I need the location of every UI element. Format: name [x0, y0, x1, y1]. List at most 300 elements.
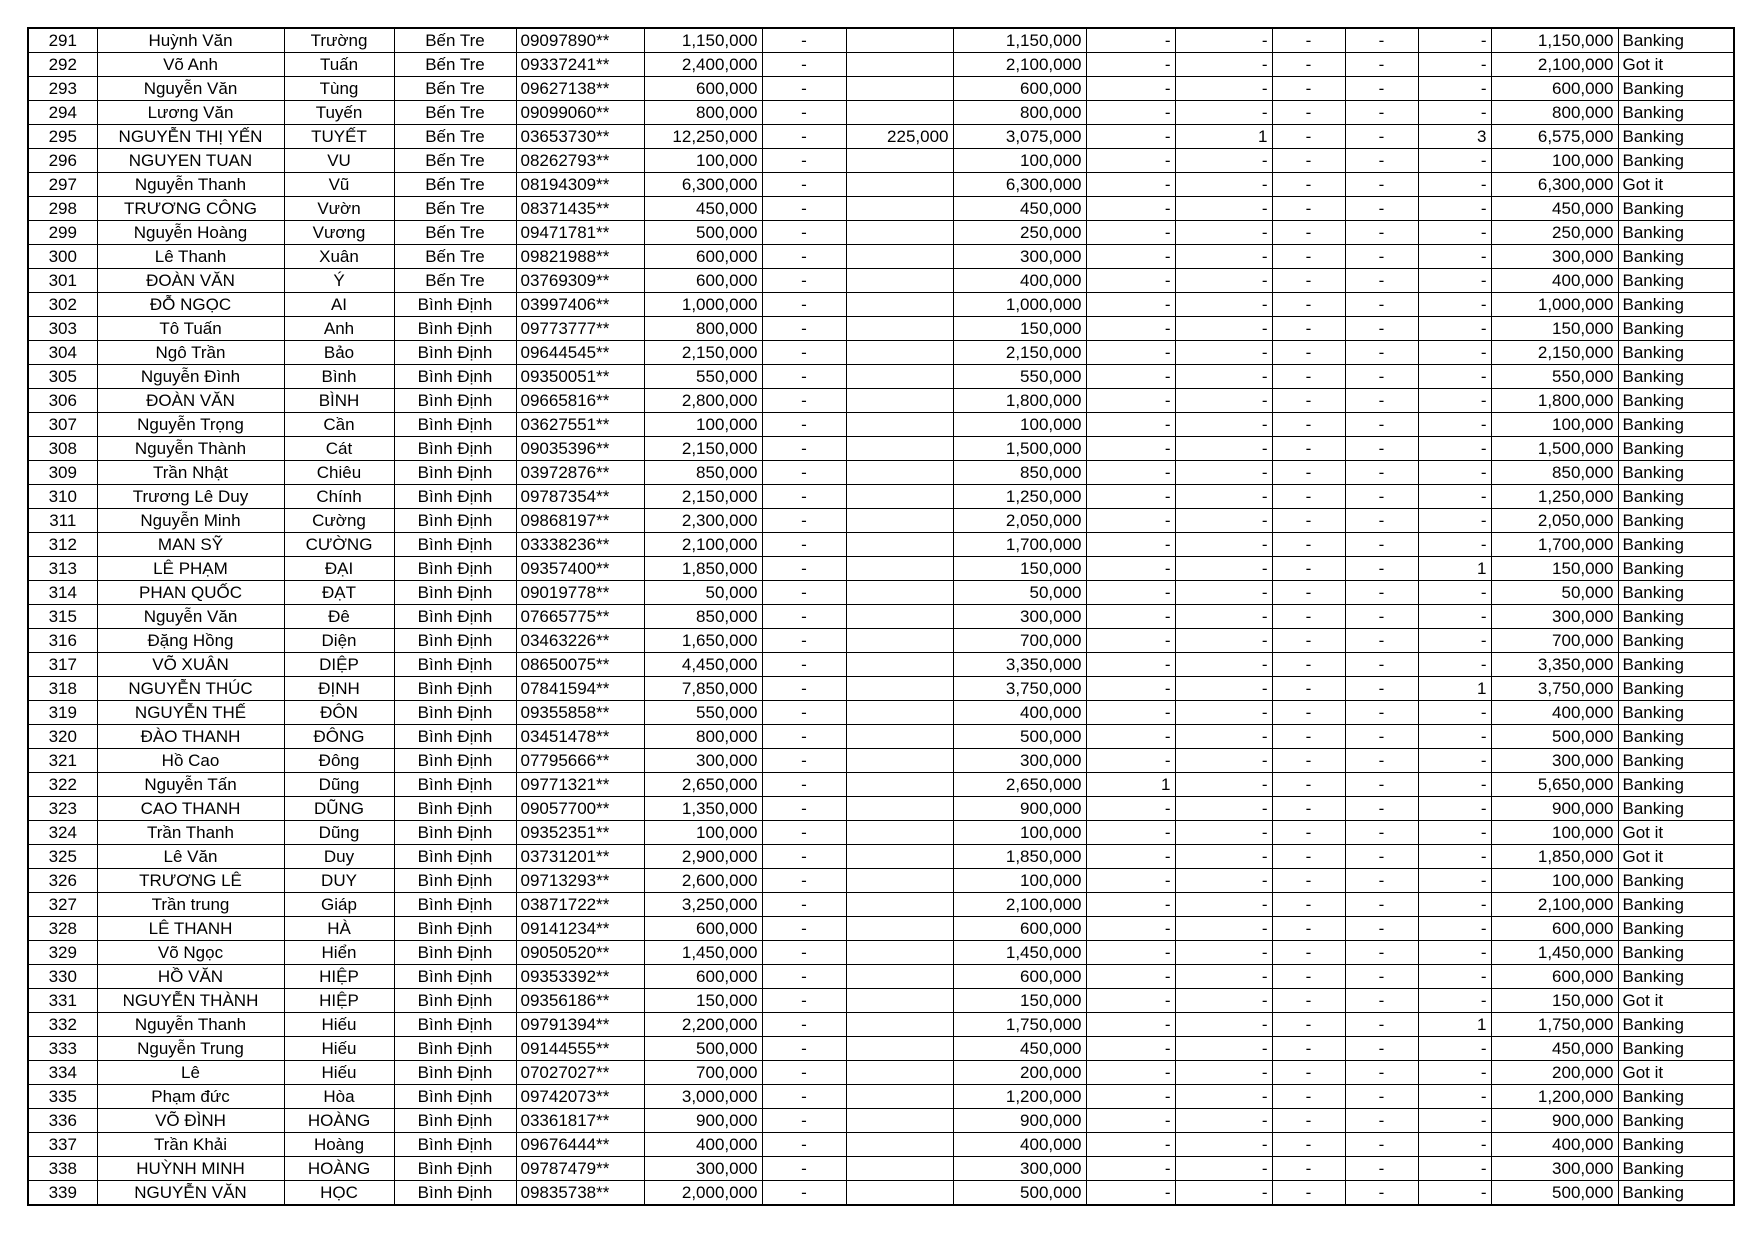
- cell-phone-number: 09144555**: [516, 1037, 644, 1061]
- cell-col-g: -: [762, 1157, 846, 1181]
- cell-family-name: NGUYỄN THÀNH: [97, 989, 284, 1013]
- table-row: [28, 581, 1734, 605]
- cell-count-j: -: [1086, 893, 1175, 917]
- cell-count-k: -: [1175, 389, 1272, 413]
- cell-given-name: HIỆP: [284, 965, 394, 989]
- cell-payment-method: Banking: [1618, 557, 1734, 581]
- cell-col-g: -: [762, 653, 846, 677]
- cell-count-j: -: [1086, 917, 1175, 941]
- cell-count-m: -: [1345, 149, 1418, 173]
- cell-payment-method: Banking: [1618, 149, 1734, 173]
- cell-amount-i: 1,850,000: [953, 845, 1086, 869]
- cell-count-l: -: [1272, 1181, 1345, 1206]
- cell-province: Bến Tre: [394, 173, 516, 197]
- cell-count-l: -: [1272, 629, 1345, 653]
- records-table-body: [28, 28, 1734, 1205]
- cell-payment-method: Banking: [1618, 893, 1734, 917]
- cell-amount-i: 900,000: [953, 1109, 1086, 1133]
- cell-count-j: 1: [1086, 773, 1175, 797]
- cell-col-g: -: [762, 845, 846, 869]
- cell-count-j: -: [1086, 197, 1175, 221]
- cell-count-j: -: [1086, 365, 1175, 389]
- cell-amount-h: [846, 989, 953, 1013]
- cell-count-l: -: [1272, 413, 1345, 437]
- cell-count-m: -: [1345, 77, 1418, 101]
- cell-col-g: -: [762, 1109, 846, 1133]
- cell-phone-number: 09019778**: [516, 581, 644, 605]
- cell-count-m: -: [1345, 28, 1418, 53]
- cell-phone-number: 09868197**: [516, 509, 644, 533]
- cell-payment-method: Banking: [1618, 941, 1734, 965]
- cell-count-k: -: [1175, 1085, 1272, 1109]
- cell-amount-i: 1,750,000: [953, 1013, 1086, 1037]
- cell-given-name: Tuấn: [284, 53, 394, 77]
- cell-given-name: Tùng: [284, 77, 394, 101]
- cell-amount-a: 2,650,000: [644, 773, 762, 797]
- cell-amount-h: [846, 677, 953, 701]
- cell-col-g: -: [762, 965, 846, 989]
- cell-amount-i: 100,000: [953, 149, 1086, 173]
- cell-row-number: 311: [28, 509, 97, 533]
- cell-row-number: 293: [28, 77, 97, 101]
- table-row: [28, 77, 1734, 101]
- cell-col-g: -: [762, 221, 846, 245]
- cell-amount-a: 2,150,000: [644, 341, 762, 365]
- cell-count-l: -: [1272, 821, 1345, 845]
- cell-count-j: -: [1086, 629, 1175, 653]
- cell-count-k: -: [1175, 869, 1272, 893]
- cell-count-m: -: [1345, 1061, 1418, 1085]
- cell-count-k: -: [1175, 989, 1272, 1013]
- cell-phone-number: 07841594**: [516, 677, 644, 701]
- cell-col-g: -: [762, 869, 846, 893]
- cell-amount-h: [846, 1037, 953, 1061]
- cell-payment-method: Banking: [1618, 269, 1734, 293]
- cell-payment-method: Banking: [1618, 293, 1734, 317]
- cell-amount-h: [846, 461, 953, 485]
- cell-row-number: 327: [28, 893, 97, 917]
- cell-phone-number: 03871722**: [516, 893, 644, 917]
- cell-given-name: DIỆP: [284, 653, 394, 677]
- cell-count-k: -: [1175, 28, 1272, 53]
- cell-count-j: -: [1086, 1157, 1175, 1181]
- cell-phone-number: 09821988**: [516, 245, 644, 269]
- cell-amount-i: 200,000: [953, 1061, 1086, 1085]
- table-row: [28, 893, 1734, 917]
- cell-province: Bình Định: [394, 293, 516, 317]
- cell-col-g: -: [762, 437, 846, 461]
- cell-col-g: -: [762, 749, 846, 773]
- cell-row-number: 307: [28, 413, 97, 437]
- cell-amount-a: 3,250,000: [644, 893, 762, 917]
- cell-count-k: -: [1175, 341, 1272, 365]
- cell-row-number: 292: [28, 53, 97, 77]
- cell-amount-h: [846, 293, 953, 317]
- cell-count-k: -: [1175, 773, 1272, 797]
- cell-payment-method: Got it: [1618, 53, 1734, 77]
- cell-count-j: -: [1086, 821, 1175, 845]
- cell-amount-h: [846, 28, 953, 53]
- cell-given-name: Xuân: [284, 245, 394, 269]
- table-row: [28, 605, 1734, 629]
- cell-count-n: -: [1418, 389, 1491, 413]
- cell-amount-h: [846, 77, 953, 101]
- cell-count-l: -: [1272, 653, 1345, 677]
- cell-col-g: -: [762, 245, 846, 269]
- cell-family-name: HUỲNH MINH: [97, 1157, 284, 1181]
- cell-amount-h: [846, 893, 953, 917]
- cell-phone-number: 03769309**: [516, 269, 644, 293]
- cell-amount-h: [846, 437, 953, 461]
- records-table: [27, 27, 1735, 1206]
- cell-count-n: -: [1418, 245, 1491, 269]
- cell-amount-a: 500,000: [644, 221, 762, 245]
- cell-given-name: Đê: [284, 605, 394, 629]
- table-row: [28, 557, 1734, 581]
- cell-given-name: HOÀNG: [284, 1109, 394, 1133]
- cell-count-l: -: [1272, 341, 1345, 365]
- cell-family-name: MAN SỸ: [97, 533, 284, 557]
- cell-province: Bình Định: [394, 773, 516, 797]
- cell-count-j: -: [1086, 413, 1175, 437]
- cell-amount-i: 500,000: [953, 725, 1086, 749]
- cell-province: Bình Định: [394, 461, 516, 485]
- cell-count-m: -: [1345, 1037, 1418, 1061]
- cell-amount-i: 450,000: [953, 197, 1086, 221]
- cell-count-j: -: [1086, 701, 1175, 725]
- cell-amount-h: [846, 557, 953, 581]
- cell-row-number: 331: [28, 989, 97, 1013]
- cell-amount-i: 300,000: [953, 749, 1086, 773]
- cell-row-number: 339: [28, 1181, 97, 1206]
- cell-payment-method: Banking: [1618, 28, 1734, 53]
- table-row: [28, 749, 1734, 773]
- cell-payment-method: Banking: [1618, 797, 1734, 821]
- cell-family-name: Trần Khải: [97, 1133, 284, 1157]
- cell-phone-number: 08262793**: [516, 149, 644, 173]
- cell-amount-i: 3,075,000: [953, 125, 1086, 149]
- cell-count-n: -: [1418, 917, 1491, 941]
- cell-phone-number: 09742073**: [516, 1085, 644, 1109]
- cell-family-name: Trần Nhật: [97, 461, 284, 485]
- cell-count-m: -: [1345, 509, 1418, 533]
- cell-count-m: -: [1345, 677, 1418, 701]
- cell-count-k: -: [1175, 1157, 1272, 1181]
- cell-total-amount: 2,150,000: [1491, 341, 1618, 365]
- cell-payment-method: Banking: [1618, 437, 1734, 461]
- cell-count-j: -: [1086, 221, 1175, 245]
- cell-province: Bình Định: [394, 821, 516, 845]
- cell-payment-method: Banking: [1618, 245, 1734, 269]
- cell-total-amount: 150,000: [1491, 989, 1618, 1013]
- cell-total-amount: 100,000: [1491, 869, 1618, 893]
- cell-count-l: -: [1272, 437, 1345, 461]
- cell-count-k: 1: [1175, 125, 1272, 149]
- cell-col-g: -: [762, 1085, 846, 1109]
- table-row: [28, 101, 1734, 125]
- cell-row-number: 319: [28, 701, 97, 725]
- cell-total-amount: 3,350,000: [1491, 653, 1618, 677]
- cell-count-k: -: [1175, 629, 1272, 653]
- cell-total-amount: 450,000: [1491, 197, 1618, 221]
- cell-count-m: -: [1345, 557, 1418, 581]
- cell-payment-method: Banking: [1618, 749, 1734, 773]
- cell-payment-method: Banking: [1618, 197, 1734, 221]
- cell-row-number: 320: [28, 725, 97, 749]
- cell-family-name: Nguyễn Minh: [97, 509, 284, 533]
- cell-total-amount: 6,300,000: [1491, 173, 1618, 197]
- cell-family-name: Nguyễn Văn: [97, 605, 284, 629]
- cell-family-name: Võ Ngọc: [97, 941, 284, 965]
- cell-phone-number: 09835738**: [516, 1181, 644, 1206]
- cell-payment-method: Banking: [1618, 653, 1734, 677]
- table-row: [28, 773, 1734, 797]
- cell-total-amount: 5,650,000: [1491, 773, 1618, 797]
- cell-row-number: 325: [28, 845, 97, 869]
- cell-total-amount: 800,000: [1491, 101, 1618, 125]
- cell-count-n: -: [1418, 869, 1491, 893]
- cell-payment-method: Banking: [1618, 365, 1734, 389]
- cell-phone-number: 03361817**: [516, 1109, 644, 1133]
- cell-count-n: -: [1418, 509, 1491, 533]
- cell-total-amount: 500,000: [1491, 1181, 1618, 1206]
- cell-count-m: -: [1345, 941, 1418, 965]
- cell-total-amount: 1,500,000: [1491, 437, 1618, 461]
- cell-amount-h: [846, 101, 953, 125]
- cell-count-j: -: [1086, 125, 1175, 149]
- cell-given-name: TUYẾT: [284, 125, 394, 149]
- cell-family-name: CAO THANH: [97, 797, 284, 821]
- cell-amount-a: 100,000: [644, 413, 762, 437]
- cell-payment-method: Banking: [1618, 965, 1734, 989]
- cell-count-j: -: [1086, 1037, 1175, 1061]
- cell-province: Bến Tre: [394, 245, 516, 269]
- cell-count-j: -: [1086, 149, 1175, 173]
- cell-col-g: -: [762, 677, 846, 701]
- cell-payment-method: Got it: [1618, 821, 1734, 845]
- cell-amount-i: 1,700,000: [953, 533, 1086, 557]
- cell-row-number: 308: [28, 437, 97, 461]
- cell-family-name: LÊ THANH: [97, 917, 284, 941]
- cell-province: Bình Định: [394, 341, 516, 365]
- cell-amount-i: 300,000: [953, 605, 1086, 629]
- cell-count-l: -: [1272, 125, 1345, 149]
- cell-province: Bình Định: [394, 509, 516, 533]
- cell-amount-h: [846, 821, 953, 845]
- cell-amount-a: 550,000: [644, 365, 762, 389]
- cell-count-n: -: [1418, 605, 1491, 629]
- cell-province: Bình Định: [394, 941, 516, 965]
- cell-given-name: Ý: [284, 269, 394, 293]
- cell-count-n: -: [1418, 581, 1491, 605]
- cell-col-g: -: [762, 1181, 846, 1206]
- cell-given-name: HÀ: [284, 917, 394, 941]
- cell-province: Bình Định: [394, 701, 516, 725]
- cell-count-m: -: [1345, 221, 1418, 245]
- cell-count-k: -: [1175, 605, 1272, 629]
- cell-amount-h: [846, 1061, 953, 1085]
- cell-family-name: Nguyễn Thành: [97, 437, 284, 461]
- cell-amount-i: 900,000: [953, 797, 1086, 821]
- cell-count-j: -: [1086, 317, 1175, 341]
- cell-amount-i: 600,000: [953, 965, 1086, 989]
- cell-count-k: -: [1175, 293, 1272, 317]
- cell-amount-i: 3,750,000: [953, 677, 1086, 701]
- cell-count-m: -: [1345, 317, 1418, 341]
- cell-col-g: -: [762, 509, 846, 533]
- cell-total-amount: 1,150,000: [1491, 28, 1618, 53]
- cell-count-n: -: [1418, 797, 1491, 821]
- cell-count-l: -: [1272, 293, 1345, 317]
- cell-count-m: -: [1345, 701, 1418, 725]
- cell-count-n: 1: [1418, 1013, 1491, 1037]
- cell-count-n: -: [1418, 749, 1491, 773]
- cell-row-number: 291: [28, 28, 97, 53]
- cell-amount-a: 900,000: [644, 1109, 762, 1133]
- cell-amount-i: 250,000: [953, 221, 1086, 245]
- cell-family-name: Nguyễn Thanh: [97, 173, 284, 197]
- cell-count-l: -: [1272, 269, 1345, 293]
- cell-count-j: -: [1086, 1061, 1175, 1085]
- cell-amount-h: [846, 749, 953, 773]
- cell-amount-a: 1,850,000: [644, 557, 762, 581]
- cell-amount-h: [846, 1085, 953, 1109]
- cell-given-name: Dũng: [284, 821, 394, 845]
- cell-phone-number: 09353392**: [516, 965, 644, 989]
- cell-count-k: -: [1175, 893, 1272, 917]
- cell-count-m: -: [1345, 173, 1418, 197]
- cell-row-number: 294: [28, 101, 97, 125]
- cell-count-n: 3: [1418, 125, 1491, 149]
- cell-total-amount: 1,850,000: [1491, 845, 1618, 869]
- cell-amount-h: [846, 341, 953, 365]
- cell-count-n: -: [1418, 1133, 1491, 1157]
- cell-amount-h: [846, 173, 953, 197]
- cell-province: Bến Tre: [394, 53, 516, 77]
- cell-count-l: -: [1272, 773, 1345, 797]
- cell-count-n: -: [1418, 365, 1491, 389]
- cell-amount-h: 225,000: [846, 125, 953, 149]
- cell-family-name: TRƯƠNG CÔNG: [97, 197, 284, 221]
- cell-amount-h: [846, 1181, 953, 1206]
- cell-family-name: Trương Lê Duy: [97, 485, 284, 509]
- cell-given-name: Chiêu: [284, 461, 394, 485]
- cell-province: Bình Định: [394, 1085, 516, 1109]
- cell-count-j: -: [1086, 1109, 1175, 1133]
- cell-amount-a: 800,000: [644, 317, 762, 341]
- table-row: [28, 341, 1734, 365]
- cell-amount-a: 550,000: [644, 701, 762, 725]
- cell-row-number: 296: [28, 149, 97, 173]
- cell-count-k: -: [1175, 557, 1272, 581]
- cell-count-n: -: [1418, 533, 1491, 557]
- cell-total-amount: 400,000: [1491, 1133, 1618, 1157]
- table-row: [28, 941, 1734, 965]
- cell-count-m: -: [1345, 965, 1418, 989]
- cell-total-amount: 600,000: [1491, 917, 1618, 941]
- cell-amount-h: [846, 773, 953, 797]
- cell-payment-method: Banking: [1618, 1037, 1734, 1061]
- cell-given-name: Tuyến: [284, 101, 394, 125]
- cell-province: Bến Tre: [394, 77, 516, 101]
- cell-total-amount: 300,000: [1491, 245, 1618, 269]
- cell-count-n: -: [1418, 77, 1491, 101]
- cell-count-n: -: [1418, 1181, 1491, 1206]
- cell-province: Bến Tre: [394, 28, 516, 53]
- cell-count-m: -: [1345, 1085, 1418, 1109]
- cell-count-j: -: [1086, 749, 1175, 773]
- cell-phone-number: 07665775**: [516, 605, 644, 629]
- cell-count-n: 1: [1418, 557, 1491, 581]
- cell-province: Bình Định: [394, 749, 516, 773]
- cell-total-amount: 150,000: [1491, 317, 1618, 341]
- table-row: [28, 149, 1734, 173]
- table-row: [28, 317, 1734, 341]
- cell-given-name: Bảo: [284, 341, 394, 365]
- cell-amount-i: 1,000,000: [953, 293, 1086, 317]
- cell-row-number: 323: [28, 797, 97, 821]
- cell-count-l: -: [1272, 701, 1345, 725]
- cell-row-number: 334: [28, 1061, 97, 1085]
- cell-payment-method: Banking: [1618, 869, 1734, 893]
- cell-phone-number: 09791394**: [516, 1013, 644, 1037]
- cell-row-number: 313: [28, 557, 97, 581]
- cell-count-n: -: [1418, 965, 1491, 989]
- cell-count-n: 1: [1418, 677, 1491, 701]
- cell-count-l: -: [1272, 317, 1345, 341]
- cell-count-l: -: [1272, 245, 1345, 269]
- cell-amount-a: 100,000: [644, 149, 762, 173]
- cell-amount-h: [846, 1133, 953, 1157]
- cell-amount-a: 850,000: [644, 605, 762, 629]
- cell-phone-number: 09773777**: [516, 317, 644, 341]
- cell-phone-number: 09355858**: [516, 701, 644, 725]
- cell-amount-h: [846, 917, 953, 941]
- cell-payment-method: Banking: [1618, 725, 1734, 749]
- cell-count-k: -: [1175, 221, 1272, 245]
- cell-count-m: -: [1345, 341, 1418, 365]
- cell-family-name: Đặng Hồng: [97, 629, 284, 653]
- cell-row-number: 309: [28, 461, 97, 485]
- cell-total-amount: 300,000: [1491, 1157, 1618, 1181]
- cell-count-n: -: [1418, 461, 1491, 485]
- cell-family-name: Tô Tuấn: [97, 317, 284, 341]
- cell-count-j: -: [1086, 389, 1175, 413]
- cell-payment-method: Banking: [1618, 1133, 1734, 1157]
- cell-payment-method: Banking: [1618, 77, 1734, 101]
- cell-total-amount: 600,000: [1491, 965, 1618, 989]
- cell-phone-number: 03653730**: [516, 125, 644, 149]
- cell-given-name: AI: [284, 293, 394, 317]
- cell-count-k: -: [1175, 677, 1272, 701]
- cell-row-number: 300: [28, 245, 97, 269]
- cell-col-g: -: [762, 941, 846, 965]
- cell-family-name: Nguyễn Trung: [97, 1037, 284, 1061]
- cell-count-j: -: [1086, 1085, 1175, 1109]
- cell-count-l: -: [1272, 149, 1345, 173]
- cell-payment-method: Banking: [1618, 125, 1734, 149]
- cell-count-k: -: [1175, 437, 1272, 461]
- cell-col-g: -: [762, 413, 846, 437]
- cell-total-amount: 1,750,000: [1491, 1013, 1618, 1037]
- cell-count-k: -: [1175, 1109, 1272, 1133]
- cell-count-j: -: [1086, 173, 1175, 197]
- cell-payment-method: Banking: [1618, 1181, 1734, 1206]
- cell-count-m: -: [1345, 1109, 1418, 1133]
- cell-count-k: -: [1175, 725, 1272, 749]
- cell-amount-h: [846, 509, 953, 533]
- cell-count-n: -: [1418, 485, 1491, 509]
